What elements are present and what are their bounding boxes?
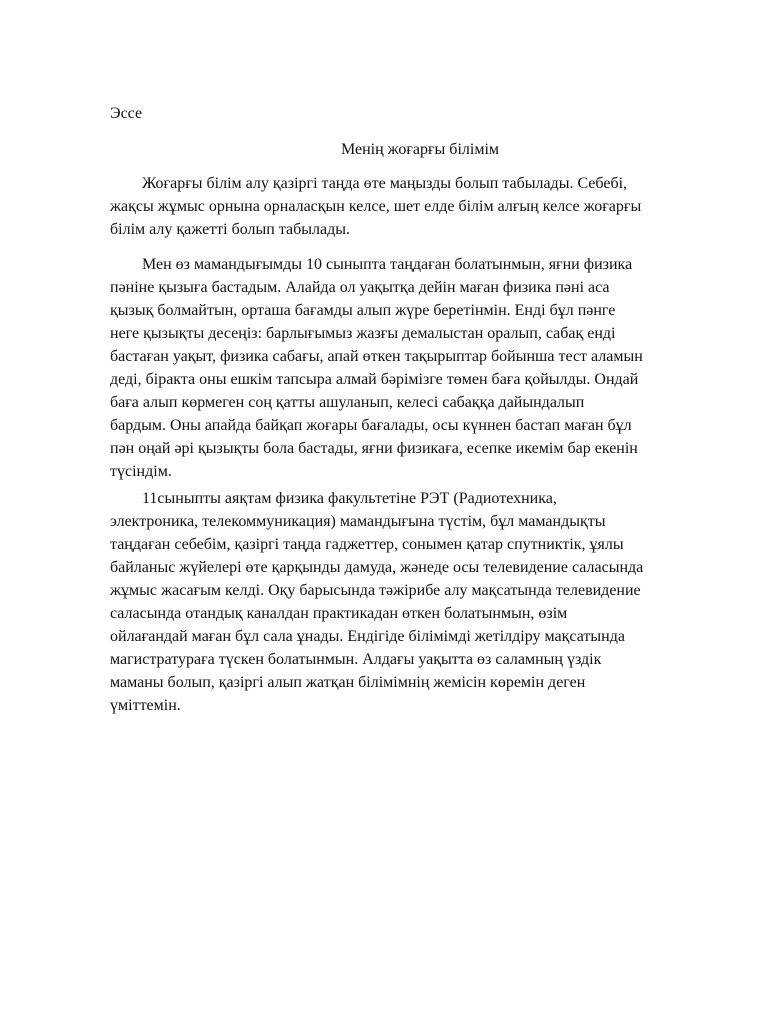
text-line: түсіндім. bbox=[110, 463, 172, 480]
text-line: Мен өз мамандығымды 10 сыныпта таңдаған болатынмын, яғни физика bbox=[110, 256, 633, 273]
paragraph-intro bbox=[110, 172, 730, 241]
text-line: таңдаған себебім, қазіргі таңда гаджеттер, сонымен қатар спутниктік, ұялы bbox=[110, 536, 624, 553]
text-line: Жоғарғы білім алу қазіргі таңда өте маңызды болып табылады. Себебі, bbox=[110, 175, 628, 192]
document-title: Менің жоғарғы білімім bbox=[340, 141, 500, 158]
text-line: деді, біракта оны ешкім тапсыра алмай бәрімізге төмен баға қойылды. Ондай bbox=[110, 371, 639, 388]
text-line: баға алып көрмеген соң қатты ашуланып, келесі сабаққа дайындалып bbox=[110, 394, 585, 411]
paragraph-choice bbox=[110, 253, 730, 483]
text-line: үміттемін. bbox=[110, 697, 181, 714]
text-line: пәніне қызыға бастадым. Алайда ол уақытқа дейін маған физика пәні аса bbox=[110, 279, 610, 296]
text-line: пән оңай әрі қызықты бола бастады, яғни физикаға, есепке икемім бар екенін bbox=[110, 440, 638, 457]
text-line: жақсы жұмыс орнына орналасқын келсе, шет елде білім алғың келсе жоғарғы bbox=[110, 198, 642, 215]
text-line: маманы болып, қазіргі алып жатқан білімімнің жемісін көремін деген bbox=[110, 674, 586, 691]
text-line: жұмыс жасағым келді. Оқу барысында тәжірибе алу мақсатында телевидение bbox=[110, 582, 641, 599]
text-line: неге қызықты десеңіз: барлығымыз жазғы демалыстан оралып, сабақ енді bbox=[110, 325, 616, 342]
text-line: байланыс жүйелері өте қарқынды дамуда, жәнеде осы телевидение саласында bbox=[110, 559, 644, 576]
text-line: магистратураға түскен болатынмын. Алдағы уақытта өз саламның үздік bbox=[110, 651, 602, 668]
text-line: 11сыныпты аяқтам физика факультетіне РЭТ (Радиотехника, bbox=[110, 490, 557, 507]
text-line: бастаған уақыт, физика сабағы, апай өткен тақырыптар бойынша тест аламын bbox=[110, 348, 643, 365]
text-line: ойлағандай маған бұл сала ұнады. Ендігіде білімімді жетілдіру мақсатында bbox=[110, 628, 625, 645]
document-label: Эссе bbox=[110, 105, 143, 122]
paragraph-university bbox=[110, 487, 730, 717]
text-line: бардым. Оны апайда байқап жоғары бағалады, осы күннен бастап маған бұл bbox=[110, 417, 632, 434]
text-line: саласында отандық каналдан практикадан өткен болатынмын, өзім bbox=[110, 605, 568, 622]
text-line: қызық болмайтын, орташа бағамды алып жүре беретінмін. Енді бұл пәнге bbox=[110, 302, 616, 319]
text-line: білім алу қажетті болып табылады. bbox=[110, 221, 350, 238]
text-line: электроника, телекоммуникация) мамандығына түстім, бұл мамандықты bbox=[110, 513, 606, 530]
